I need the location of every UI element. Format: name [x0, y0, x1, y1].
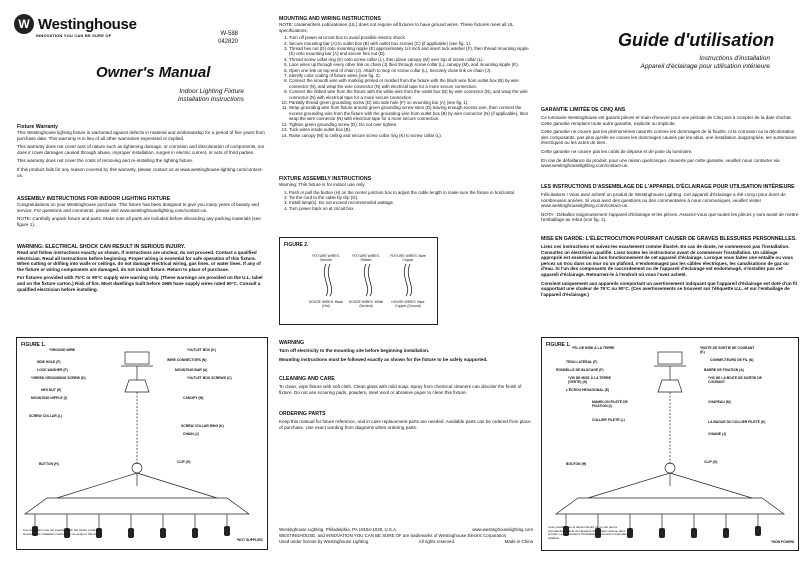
french-warranty-text-2: Cette garantie ne couvre pas les phénomènes naturels comme les dommages de la foudre, ni la corrosion ou la décoloration des composants, pas plus qu'elle ne couvre les dommages causés par les abus, une installation inappropriée, les surtensions électriques ou les actes de tiers. [541, 129, 797, 146]
ordering-parts-heading: ORDERING PARTS [279, 411, 326, 417]
fr-callout-mounting-bar: BARRE DE FIXATION (A) [704, 368, 744, 372]
callout-screw-collar-ring: SCREW COLLAR RING (K) [181, 424, 224, 428]
callout-chain: CHAIN (J) [183, 432, 199, 436]
warning-2-heading: WARNING [279, 340, 305, 346]
french-assembly-section [541, 184, 799, 223]
footer-rights: All rights reserved. [418, 539, 456, 544]
warning-2-section [279, 340, 533, 362]
warning-text-1: Read and follow instructions exactly as shown. If instructions are unclear, do not proceed. Contact a qualified electrician. Read all instructions before beginning. Proper wiring is essential for safe operation of this fixture. When cutting or drilling into walls or ceilings, do not damage electrical wiring, gas lines, or water lines. If any of the fixture or wiring components are damaged, do not install fixture. Return to place of purchase. [17, 250, 261, 272]
warning-2-text-2: Mounting instructions must be followed exactly as shown for the fixture to be safely supported. [279, 356, 488, 362]
fr-callout-ground-wire: *FIL DE MISE À LA TERRE [572, 346, 615, 350]
fr-callout-hex-nut: L'ÉCROU HEXAGONAL (E) [566, 388, 610, 392]
callout-hex-nut: HEX NUT (E) [41, 388, 62, 392]
figure-1-diagram [16, 337, 268, 550]
mounting-section [279, 16, 533, 138]
callout-screw-collar: SCREW COLLAR (L) [29, 414, 62, 418]
fr-callout-mounting-nipple: MAMELON FILETÉ DE FIXATION (I) [592, 400, 628, 408]
figure-1-note: Line art shown may not exactly match the fixture enclosed. However, the installation instructions do apply to this fixture. [23, 528, 103, 536]
model-number: W-588 [220, 31, 239, 37]
cleaning-heading: CLEANING AND CARE [279, 376, 335, 382]
fr-callout-screw-collar: COLLIER FILETÉ (L) [592, 418, 625, 422]
mounting-steps [279, 35, 533, 138]
fixture-steps [279, 190, 533, 212]
fixture-wire-smooth: FIXTURE WIRES: Smooth [312, 254, 340, 262]
footer-made-in: Made in China [504, 539, 533, 544]
fixture-assembly-section [279, 176, 533, 211]
model-info [218, 30, 238, 46]
mounting-step: 13. Tuck wires inside outlet box (B). [289, 127, 533, 132]
fixture-wire-ribbed: FIXTURE WIRES: Ribbed [352, 254, 380, 262]
warranty-section [17, 124, 268, 178]
french-title: Guide d'utilisation [618, 30, 775, 50]
owners-manual-title: Owner's Manual [96, 64, 211, 81]
house-wire-black: HOUSE WIRES: Black (Hot) [308, 300, 344, 308]
french-assembly-heading: LES INSTRUCTIONS D'ASSEMBLAGE DE L'APPAREIL D'ÉCLAIRAGE POUR UTILISATION INTÉRIEURE [541, 184, 795, 190]
french-assembly-text: Félicitations ! Vous avez acheté un produit de Westinghouse Lighting. Cet appareil d'éclairage a été conçu pour durer de nombreuses années. Si vous avez des questions ou des commentaires à nous communiquer, veuillez visiter www.westinghouselighting.com/contact-us. [541, 192, 786, 209]
cleaning-section [279, 376, 533, 395]
french-warning-section [541, 236, 799, 297]
footer-row-3 [279, 539, 533, 545]
mounting-step: 9. Connect the ribbed wire from the fixture with the white wire from the outlet box (B) by wire connector (N), and wrap the wire connector (N) with electrical tape for a more secure connection. [289, 89, 533, 100]
french-subtitle-line-1: Instructions d'installation [699, 55, 770, 62]
mounting-step: 6. Open one link on top end of chain (J). Attach to loop on screw collar (L). Securely close link on chain (J). [289, 68, 533, 73]
french-figure-1-diagram [541, 337, 799, 551]
fr-callout-outlet-box: *BOITE DE SORTIE DE COURANT (K) [700, 346, 755, 354]
french-subtitle-line-2: Appareil d'éclairage pour utilisation intérieure [640, 63, 770, 70]
warranty-text-4: If this product fails for any reason covered by this warranty, please contact us at www.westinghouse-lighting.com/contact-us. [17, 166, 263, 178]
fixture-wire-copper: FIXTURE WIRES: Bare Copper [390, 254, 426, 262]
callout-mounting-nipple: MOUNTING NIPPLE (I) [31, 396, 67, 400]
westinghouse-logo [14, 14, 137, 34]
fr-callout-canopy: CHAPEAU (M) [708, 400, 731, 404]
assembly-section [17, 196, 268, 227]
fixture-step: 3. Install lamp(s). Do not exceed recommended wattage. [289, 200, 533, 205]
mounting-step: 12. Tighten green grounding screw (D). Do not over tighten. [289, 122, 533, 127]
callout-outlet-box: *OUTLET BOX (K) [187, 348, 216, 352]
figure-1-label: FIGURE 1. [21, 342, 46, 348]
callout-side-hole: SIDE HOLE (F) [37, 360, 61, 364]
callout-grounding-screw: *GREEN GROUNDING SCREW (D) [31, 376, 86, 380]
mounting-step: 14. Raise canopy (M) to ceiling and secure screw collar ring (K) to screw collar (L). [289, 133, 533, 138]
subtitle-line-2: Installation Instructions [177, 96, 244, 103]
brand-tagline: INNOVATION YOU CAN BE SURE OF [36, 33, 112, 38]
mounting-heading: MOUNTING AND WIRING INSTRUCTIONS [279, 16, 381, 22]
mounting-step: 3. Thread hex nut (D) onto mounting nipple (E) approximately 1/4 inch and insert lock washer (F), then thread mounting nipple (E) onto mounting bar (A) and secure hex nut (D). [289, 46, 533, 57]
callout-canopy: CANOPY (M) [183, 396, 204, 400]
fixture-step: 4. Turn power back on at circuit box. [289, 206, 533, 211]
fixture-warning: Warning: This fixture is for indoor use only. [279, 182, 366, 187]
fr-callout-clip: CLIP (G) [704, 460, 718, 464]
fixture-step: 1. Push or pull the button (H) on the center junction box to adjust the cable length to make sure the fixture in horizontal. [289, 190, 533, 195]
english-subtitle [120, 88, 244, 104]
french-warning-heading: MISE EN GARDE: L'ÉLECTROCUTION POURRAIT CAUSER DE GRAVES BLESSURES PERSONNELLES. [541, 236, 797, 242]
subtitle-line-1: Indoor Lighting Fixture [179, 88, 244, 95]
french-warranty-text-1: Ce luminaire Westinghouse est garanti pièces et main-d'oeuvre pour une période de Cinq ans à compter de la date d'achat. Cette garantie remplace toute autre garantie, explicite ou implicite. [541, 115, 792, 126]
fr-callout-button: BOUTON (H) [566, 462, 587, 466]
warranty-text-2: This warranty does not cover acts of nature such as lightening damage, or corrosion and discoloration of components, nor does it cover damages caused through abuse, improper installation, surges in electric current, or acts of third parties. [17, 144, 265, 155]
fr-callout-grounding-screw: *VIS DE MISE À LA TERRE (VERTE) (D) [568, 376, 611, 384]
warning-text-2: For fixtures provided with 75°C or 90°C supply wire warning only. (These warnings are provided on the U.L. label and on the fixture carton.) Risk of fire. Most dwellings built before 1985 have supply wires rated 60°C. Consult a qualified electrician before installing. [17, 275, 263, 292]
french-assembly-note: NOTA : Déballez soigneusement l'appareil d'éclairage et les pièces. Assurez-vous que toutes les pièces y sont avant de mettre l'emballage au rebut (voir fig. 1). [541, 211, 799, 223]
cleaning-text: To clean, wipe fixture with soft cloth. Clean glass with mild soap. Spray from chemical cleaners can discolor the finish of fixture. Do not use scouring pads, powders, steel wool or abrasive paper to clean this fixture. [279, 384, 522, 395]
fr-callout-screw-collar-ring: LA BAGUE DU COLLIER FILETÉ (K) [708, 420, 766, 424]
french-warranty-text-4: En cas de défaillance du produit, pour une raison quelconque, couverte par cette garantie, veuillez nous contacter via www.westinghouselighting.com/contact-us. [541, 157, 780, 169]
footer-address: Westinghouse Lighting, Philadelphia, PA 19154-1029, U.S.A. [279, 527, 398, 532]
warranty-text-1: This Westinghouse lighting fixture is warranted against defects in material and workmanship for a period of five years from purchase date. This warranty is in lieu of all other warranties expressed or implied. [17, 130, 265, 141]
callout-lock-washer: LOCK WASHER (F) [37, 368, 68, 372]
footer [279, 527, 533, 545]
french-subtitle [598, 55, 770, 71]
westinghouse-w-icon: W [14, 14, 34, 34]
mounting-step: 10. Partially thread green grounding screw (D) into side hole (F) on mounting bar (A) (see fig. 1). [289, 100, 533, 105]
french-warranty-section [541, 107, 799, 169]
french-not-supplied-note: *NON FOURNI [771, 540, 794, 544]
mounting-step: 2. Secure mounting bar (A) to outlet box (B) with outlet box screws (C) (if applicable) (see fig. 1). [289, 41, 533, 46]
footer-website: www.westinghouselighting.com [472, 527, 533, 532]
brand-name: Westinghouse [38, 15, 137, 33]
ordering-parts-text: Keep this manual for future reference, and in case replacement parts are needed. Available parts can be ordered from place of purchase. Use exact wording from diagrams when ordering parts. [279, 419, 531, 430]
not-supplied-note: *NOT SUPPLIED [236, 538, 263, 542]
french-figure-1-label: FIGURE 1. [546, 342, 571, 348]
callout-ground-wire: *GROUND WIRE [49, 348, 76, 352]
footer-trademark: WESTINGHOUSE, and INNOVATION YOU CAN BE SURE OF are trademarks of Westinghouse Electric Corporation. [279, 533, 508, 538]
mounting-step: 4. Thread screw collar ring (K) onto screw collar (L), then place canopy (M) over top of screw collar (L). [289, 57, 533, 62]
french-warranty-text-3: Cette garantie ne couvre pas les coûts de dépose et de pose du luminaire. [541, 148, 693, 154]
french-warning-text-2: Convient uniquement aux appareils comportant un avertissement indiquant que l'appareil d'éclairage est doté d'un fil supportant une chaleur de 75°C ou 90°C. (Ces avertissements se trouvent sur l'étiquette U.L. et sur l'emballage de l'appareil d'éclairage.) [541, 280, 797, 297]
assembly-heading: ASSEMBLY INSTRUCTIONS FOR INDOOR LIGHTING FIXTURE [17, 196, 171, 202]
callout-clip: CLIP (G) [177, 460, 191, 464]
footer-license: Used under license by Westinghouse Lighting. [279, 539, 370, 544]
callout-mounting-bar: MOUNTING BAR (A) [175, 368, 208, 372]
model-date: 042820 [218, 39, 239, 45]
fr-callout-side-hole: TROU LATÉRAL (F) [566, 360, 598, 364]
french-figure-1-note: Il est possible que le dessin illustré ne ne soit pas la reproduction exacte de l'appareil d'éclairage contenu dans la boîte. Les instructions d'installation demeurent cependant valables. [548, 525, 628, 540]
callout-wire-connectors: WIRE CONNECTORS (N) [167, 358, 207, 362]
fr-callout-chain: CHAINE (J) [708, 432, 727, 436]
french-warning-text-1: Lisez ces instructions et suivez-les exactement comme illustré. En cas de doute, ne commencez pas l'installation. Consultez un électricien qualifié. Lisez toutes les instructions avant de commencer l'installation. Un câblage approprié est essentiel au bon fonctionnement de cet appareil d'éclairage. Lorsque vous faites une entaille ou vous percez un trou dans un mur ou un plafond, n'endommagez pas les câbles électriques, les canalisations de gaz ou d'eau. Si l'un des composants de raccordement ou de l'appareil d'éclairage est endommagé, n'installez pas cet appareil d'éclairage. Retournez-le à l'endroit où vous l'avez acheté. [541, 244, 794, 277]
warning-heading: WARNING: ELECTRICAL SHOCK CAN RESULT IN SERIOUS INJURY. [17, 244, 186, 250]
assembly-note: NOTE: Carefully unpack fixture and parts. Make sure all parts are included before discarding any packing materials (see figure 1). [17, 216, 261, 227]
mounting-step: 1. Turn off power at circuit box to avoid possible electric shock. [289, 35, 533, 40]
fr-callout-lock-washer: RONDELLE DE BLOCAGE (F) [556, 368, 604, 372]
callout-outlet-box-screws: *OUTLET BOX SCREWS (C) [187, 376, 232, 380]
wire-coding-drawing [280, 238, 437, 324]
mounting-note: NOTE: Underwriters Laboratories (UL) does not require all fixtures to have ground wires. These fixtures meet all UL specifications. [279, 22, 514, 33]
warranty-text-3: This warranty does not cover the costs of removing and re-installing the lighting fixture. [17, 158, 194, 164]
house-wire-copper: HOUSE WIRES: Bare Copper (Ground) [391, 300, 425, 308]
figure-2-label: FIGURE 2. [284, 242, 309, 248]
mounting-step: 11. Wrap grounding wire from fixture around green grounding screw stem (D) leaving enough excess wire, then connect the excess grounding wire from the fixture with the grounding wire from outlet box (B) by wire connector (N) (if applicable), then wrap the wire connector (N) with electrical tape for a more secure connection. [289, 105, 533, 121]
ordering-parts-section [279, 411, 533, 430]
callout-button: BUTTON (H) [39, 462, 59, 466]
warning-section [17, 244, 268, 292]
mounting-step: 8. Connect the smooth wire with marking printed or molded from the fixture with the black wire from outlet box (B) by wire connector (N), and wrap the wire connector (N) with electrical tape for a more secure connection. [289, 78, 533, 89]
mounting-step: 5. Lace wires up through every other link on chain (J) then through screw collar (L), canopy (M), and mounting nipple (E). [289, 62, 533, 67]
fr-callout-wire-connectors: CONNECTEURS DE FIL (N) [710, 358, 754, 362]
warning-2-text-1: Turn off electricity to the mounting site before beginning installation. [279, 348, 430, 353]
fr-callout-outlet-box-screws: *VIS DE LA BOITE DE SORTIE DE COURANT [708, 376, 762, 384]
mounting-step: 7. Identify color coding of fixture wires (see fig. 2). [289, 73, 533, 78]
french-warranty-heading: GARANTIE LIMITÉE DE CINQ ANS [541, 107, 626, 113]
fixture-step: 2. Tie the cord to the cable by clip (G). [289, 195, 533, 200]
fixture-assembly-heading: FIXTURE ASSEMBLY INSTRUCTIONS [279, 176, 372, 182]
warranty-heading: Fixture Warranty [17, 124, 59, 130]
assembly-text: Congratulations on your Westinghouse purchase. This fixture has been designed to give you many years of beauty and service. For questions and comments, please visit www.westinghouselighting.com/contact-us. [17, 202, 259, 213]
house-wire-white: HOUSE WIRES: White (Neutral) [348, 300, 384, 308]
figure-2-diagram [279, 237, 438, 325]
